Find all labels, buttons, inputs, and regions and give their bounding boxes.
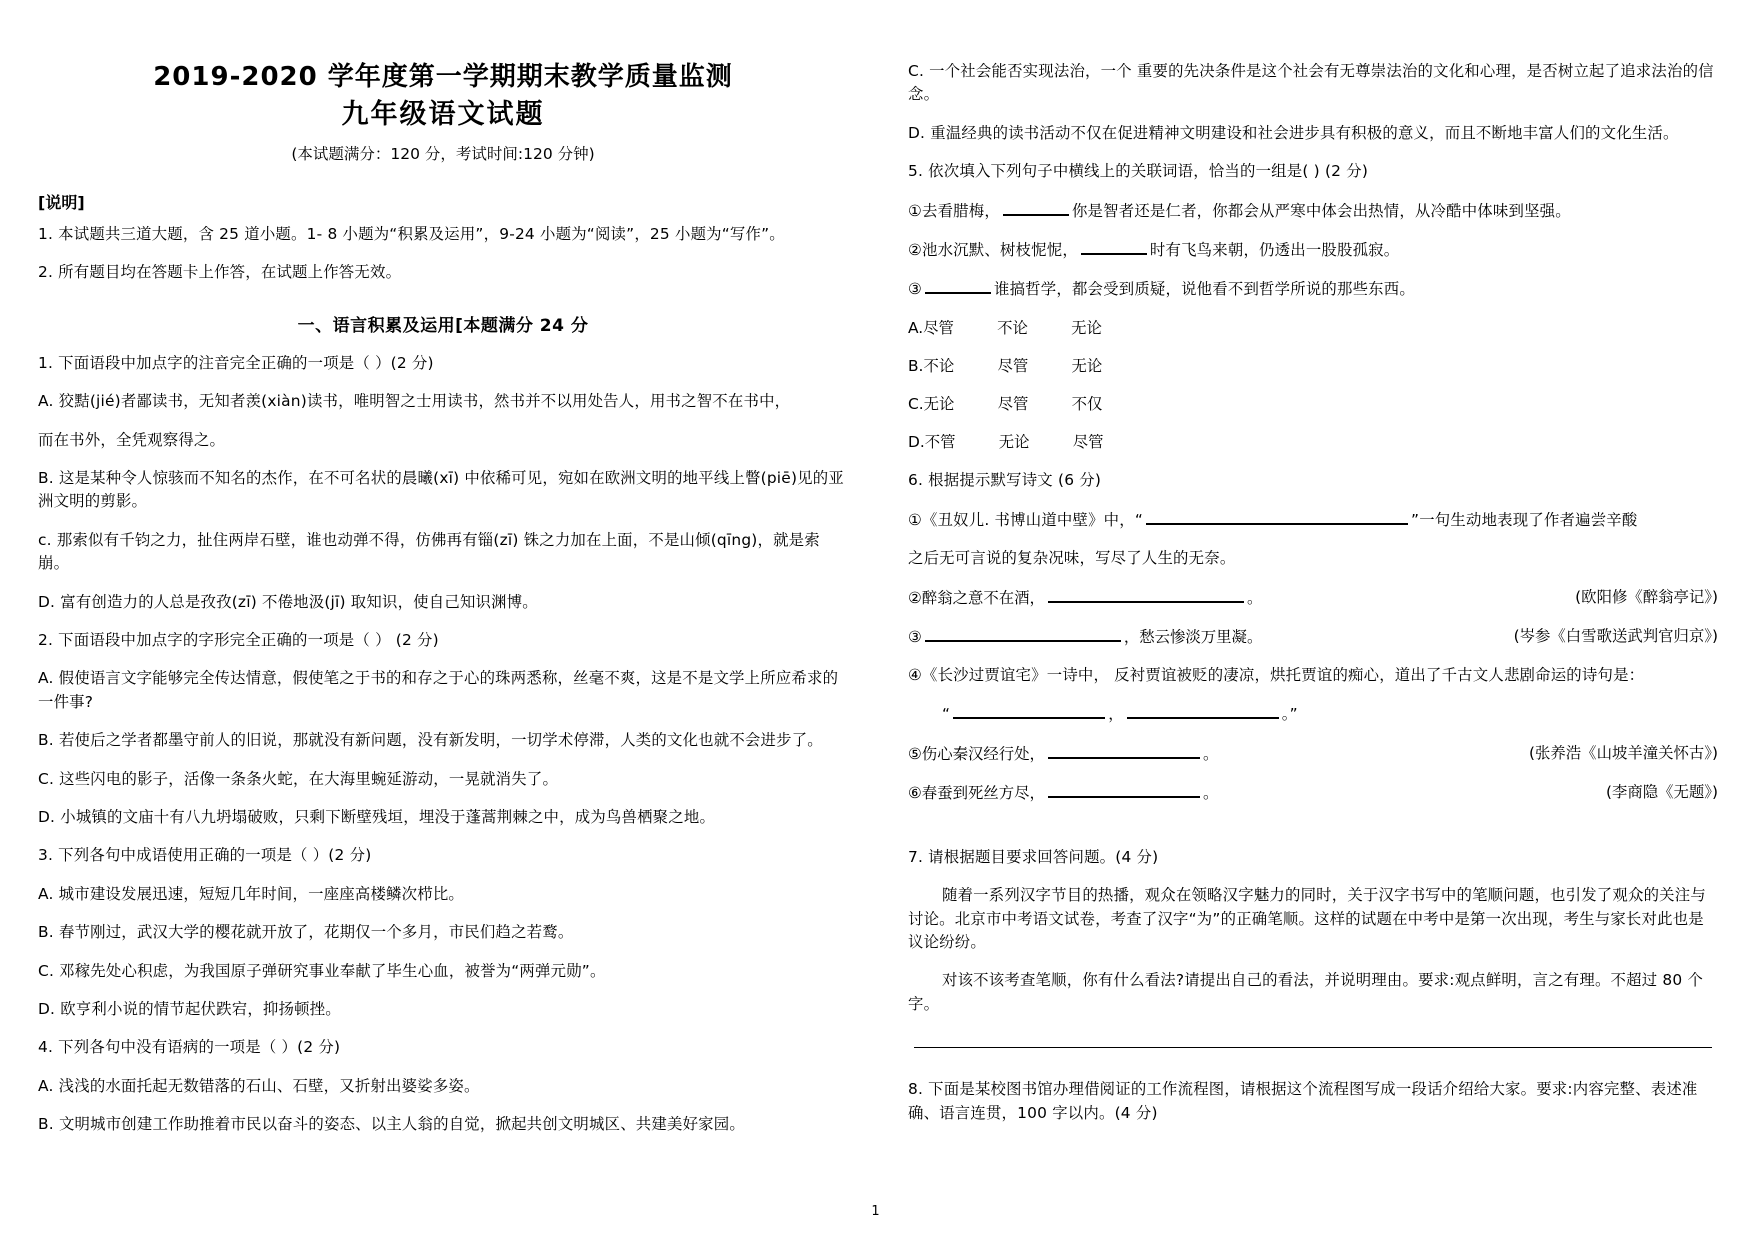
fill-blank[interactable] <box>1127 702 1279 719</box>
question-6-item-6 <box>908 781 1718 805</box>
option-word-2: 尽管 <box>997 356 1029 375</box>
fill-blank[interactable] <box>1048 781 1200 798</box>
option-key: A. <box>908 318 924 337</box>
item-suffix: 。 <box>1202 783 1219 802</box>
notes-label: [说明] <box>38 192 85 212</box>
source-attribution: (李商隐《无题》) <box>1605 782 1718 801</box>
source-attribution: (欧阳修《醉翁亭记》) <box>1575 587 1718 606</box>
item-suffix: ，愁云惨淡万里凝。 <box>1123 627 1263 646</box>
sentence-suffix: 时有飞鸟来朝，仍透出一股股孤寂。 <box>1149 241 1400 260</box>
source-attribution: (张养浩《山坡羊潼关怀古》) <box>1529 743 1718 762</box>
option-word-3: 尽管 <box>1072 433 1104 452</box>
question-6-item-1-cont: 之后无可言说的复杂况味，写尽了人生的无奈。 <box>908 549 1236 568</box>
option-word-1: 不论 <box>923 356 955 375</box>
sentence-prefix: ③ <box>908 280 922 299</box>
item-suffix: 。 <box>1246 588 1263 607</box>
page-title: 2019-2020 学年度第一学期期末教学质量监测 <box>153 62 733 92</box>
question-6-item-1 <box>908 508 1718 532</box>
question-3-stem: 3. 下列各句中成语使用正确的一项是（ ）(2 分) <box>38 846 372 865</box>
question-6-item-4-blanks <box>908 702 1718 726</box>
question-1-option-d: D. 富有创造力的人总是孜孜(zī) 不倦地汲(jī) 取知识，使自己知识渊博。 <box>38 592 538 611</box>
fill-blank[interactable] <box>1081 238 1147 255</box>
question-6-item-2 <box>908 586 1718 610</box>
item-prefix: ①《丑奴儿. 书博山道中壁》中，“ <box>908 510 1144 529</box>
option-word-3: 无论 <box>1071 318 1102 337</box>
question-3-option-a: A. 城市建设发展迅速，短短几年时间，一座座高楼鳞次栉比。 <box>38 884 464 903</box>
question-6-stem: 6. 根据提示默写诗文 (6 分) <box>908 471 1102 490</box>
question-1-option-b: B. 这是某种令人惊骇而不知名的杰作，在不可名状的晨曦(xī) 中依稀可见，宛如在欧洲文明的地平线上瞥(piē)见的亚洲文明的剪影。 <box>38 468 844 511</box>
option-word-2: 不论 <box>997 318 1028 337</box>
fill-blank[interactable] <box>1146 508 1408 525</box>
item-prefix: ③ <box>908 627 922 646</box>
question-1-option-a: A. 狡黠(jié)者鄙读书，无知者羡(xiàn)读书，唯明智之士用读书，然书并不以用处告人，用书之智不在书中， <box>38 392 791 411</box>
question-2-option-c: C. 这些闪电的影子，活像一条条火蛇，在大海里蜿延游动，一晃就消失了。 <box>38 769 559 788</box>
option-word-2: 无论 <box>998 433 1030 452</box>
quote-close: 。” <box>1281 705 1298 724</box>
section-one-title: 一、语言积累及运用[本题满分 24 分 <box>297 315 589 336</box>
option-word-1: 不管 <box>924 433 956 452</box>
question-5-option-c <box>908 393 1718 416</box>
question-7-instruction: 对该不该考查笔顺，你有什么看法?请提出自己的看法，并说明理由。要求:观点鲜明，言之有理。不超过 80 个字。 <box>908 971 1704 1013</box>
question-5-sentence-2 <box>908 238 1718 262</box>
question-3-option-c: C. 邓稼先处心积虑，为我国原子弹研究事业奉献了毕生心血，被誉为“两弹元勋”。 <box>38 961 606 980</box>
option-word-3: 不仅 <box>1071 395 1103 414</box>
option-word-1: 尽管 <box>923 318 954 337</box>
question-5-option-b <box>908 355 1718 378</box>
question-7-stem: 7. 请根据题目要求回答问题。(4 分) <box>908 847 1159 866</box>
spacer <box>908 820 1718 846</box>
right-column <box>898 60 1718 1140</box>
fill-blank[interactable] <box>925 625 1121 642</box>
option-key: C. <box>908 395 924 414</box>
question-4-option-b: B. 文明城市创建工作助推着市民以奋斗的姿态、以主人翁的自觉，掀起共创文明城区、共建美好家园。 <box>38 1115 745 1134</box>
source-attribution: (岑参《白雪歌送武判官归京》) <box>1513 626 1718 645</box>
fill-blank[interactable] <box>925 277 991 294</box>
option-word-3: 无论 <box>1071 356 1103 375</box>
item-suffix: ”一句生动地表现了作者遍尝辛酸 <box>1411 510 1638 529</box>
question-6-item-4-stem: ④《长沙过贾谊宅》一诗中， 反衬贾谊被贬的凄凉，烘托贾谊的痴心，道出了千古文人悲剧命运的诗句是： <box>908 665 1645 684</box>
note-item: 1. 本试题共三道大题，含 25 道小题。1- 8 小题为“积累及运用”，9-24 小题为“阅读”，25 小题为“写作”。 <box>38 224 785 243</box>
question-5-sentence-1 <box>908 199 1718 223</box>
sentence-prefix: ①去看腊梅， <box>908 201 1000 220</box>
item-suffix: 。 <box>1202 744 1219 763</box>
sentence-prefix: ②池水沉默、树枝怩怩， <box>908 241 1078 260</box>
question-2-option-d: D. 小城镇的文庙十有八九坍塌破败，只剩下断壁残垣，埋没于蓬蒿荆棘之中，成为鸟兽栖聚之地。 <box>38 807 716 826</box>
question-1-option-c: c. 那索似有千钧之力，扯住两岸石壁，谁也动弹不得，仿佛再有锱(zī) 铢之力加在上面，不是山倾(qīng)，就是索崩。 <box>38 530 820 573</box>
question-5-stem: 5. 依次填入下列句子中横线上的关联词语，恰当的一组是( ) (2 分) <box>908 162 1369 181</box>
option-key: D. <box>908 433 925 452</box>
item-prefix: ②醉翁之意不在酒， <box>908 588 1045 607</box>
sentence-suffix: 你是智者还是仁者，你都会从严寒中体会出热情，从冷酷中体味到坚强。 <box>1071 201 1571 220</box>
question-1-option-a-cont: 而在书外，全凭观察得之。 <box>38 430 226 449</box>
question-5-option-d <box>908 431 1718 454</box>
question-6-item-5 <box>908 742 1718 766</box>
question-6-item-3 <box>908 625 1718 649</box>
question-2-stem: 2. 下面语段中加点字的字形完全正确的一项是（ ） (2 分) <box>38 630 439 649</box>
note-item: 2. 所有题目均在答题卡上作答，在试题上作答无效。 <box>38 263 402 282</box>
sentence-suffix: 谁搞哲学，都会受到质疑，说他看不到哲学所说的那些东西。 <box>994 280 1415 299</box>
fill-blank[interactable] <box>1048 586 1244 603</box>
page-subtitle: 九年级语文试题 <box>341 99 545 131</box>
question-5-sentence-3 <box>908 277 1718 301</box>
question-8-stem: 8. 下面是某校图书馆办理借阅证的工作流程图，请根据这个流程图写成一段话介绍给大家。要求:内容完整、表述准确、语言连贯，100 字以内。(4 分) <box>908 1080 1698 1122</box>
question-4-option-c: C. 一个社会能否实现法治，一个 重要的先决条件是这个社会有无尊崇法治的文化和心理，是否树立起了追求法治的信念。 <box>908 62 1714 104</box>
fill-blank[interactable] <box>1003 199 1069 216</box>
question-4-option-a: A. 浅浅的水面托起无数错落的石山、石壁，又折射出婆娑多姿。 <box>38 1076 480 1095</box>
question-4-stem: 4. 下列各句中没有语病的一项是（ ）(2 分) <box>38 1038 341 1057</box>
blank-separator: ， <box>1108 705 1124 724</box>
question-3-option-b: B. 春节刚过，武汉大学的樱花就开放了，花期仅一个多月，市民们趋之若鹜。 <box>38 923 574 942</box>
question-5-option-a <box>908 317 1718 340</box>
left-column <box>34 60 848 1152</box>
quote-open: “ <box>942 705 951 724</box>
fill-blank[interactable] <box>1048 742 1200 759</box>
question-3-option-d: D. 欧亨利小说的情节起伏跌宕，抑扬顿挫。 <box>38 1000 341 1018</box>
option-word-2: 尽管 <box>997 395 1029 414</box>
fill-blank[interactable] <box>953 702 1105 719</box>
answer-ruled-line[interactable] <box>914 1046 1712 1048</box>
question-2-option-a: A. 假使语言文字能够完全传达情意，假使笔之于书的和存之于心的珠两悉称，丝毫不爽，这是不是文学上所应希求的一件事? <box>38 669 839 711</box>
question-2-option-b: B. 若使后之学者都墨守前人的旧说，那就没有新问题，没有新发明，一切学术停滞，人类的文化也就不会进步了。 <box>38 731 823 750</box>
page-number: 1 <box>871 1204 880 1219</box>
option-key: B. <box>908 356 924 375</box>
option-word-1: 无论 <box>923 395 955 414</box>
question-7-paragraph: 随着一系列汉字节目的热播，观众在领略汉字魅力的同时，关于汉字书写中的笔顺问题，也引发了观众的关注与讨论。北京市中考语文试卷，考查了汉字“为”的正确笔顺。这样的试题在中考中是第一次出现，考生与家长对此也是议论纷纷。 <box>908 886 1706 951</box>
item-prefix: ⑤伤心秦汉经行处， <box>908 744 1045 763</box>
exam-meta: (本试题满分：120 分，考试时间:120 分钟) <box>291 145 595 164</box>
item-prefix: ⑥春蚕到死丝方尽， <box>908 783 1045 802</box>
question-1-stem: 1. 下面语段中加点字的注音完全正确的一项是（ ）(2 分) <box>38 353 434 372</box>
question-4-option-d: D. 重温经典的读书活动不仅在促进精神文明建设和社会进步具有积极的意义，而且不断地丰富人们的文化生活。 <box>908 123 1679 142</box>
